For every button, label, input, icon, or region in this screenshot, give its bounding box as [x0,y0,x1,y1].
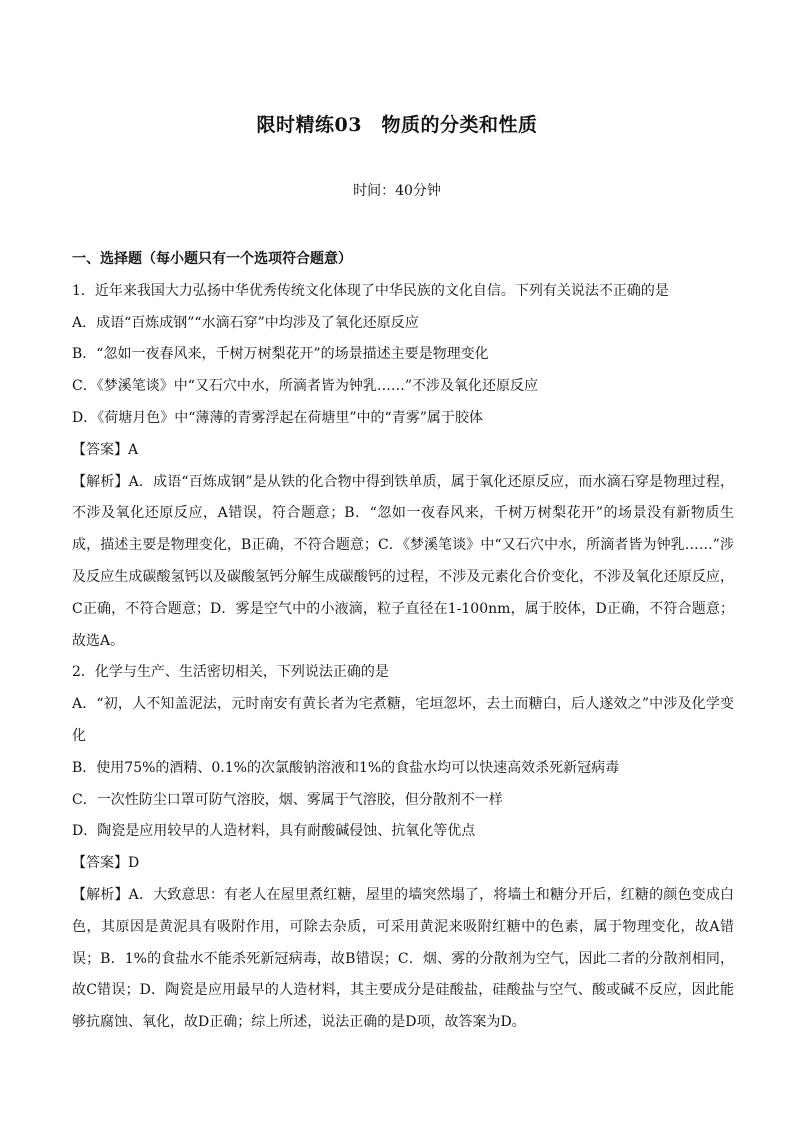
page-title: 限时精练03 物质的分类和性质 [256,114,538,136]
option-d: D．陶瓷是应用较早的人造材料，具有耐酸碱侵蚀、抗氧化等优点 [72,823,476,840]
answer: 【答案】D [72,855,140,872]
document-body [72,244,734,1039]
option-a: A．“初，人不知盖泥法，元时南安有黄长者为宅煮糖，宅垣忽坏，去土而糖白，后人遂效之”中涉及化学变化 [72,696,734,744]
explanation: 【解析】A．大致意思：有老人在屋里煮红糖，屋里的墙突然塌了，将墙土和糖分开后，红糖的颜色变成白色，其原因是黄泥具有吸附作用，可除去杂质，可采用黄泥来吸附红糖中的色素，属于物理变化，故A错误；B．1%的食盐水不能杀死新冠病毒，故B错误；C．烟、雾的分散剂为空气，因此二者的分散剂相同，故C错误；D．陶瓷是应用最早的人造材料，其主要成分是硅酸盐，硅酸盐与空气、酸或碱不反应，因此能够抗腐蚀、氧化，故D正确；综上所述，说法正确的是D项，故答案为D。 [72,886,734,1031]
option-b: B．“忽如一夜春风来，千树万树梨花开”的场景描述主要是物理变化 [72,346,489,363]
option-c: C．《梦溪笔谈》中“又石穴中水，所滴者皆为钟乳……”不涉及氧化还原反应 [72,378,539,395]
question-stem: 1．近年来我国大力弘扬中华优秀传统文化体现了中华民族的文化自信。下列有关说法不正确的是 [72,282,669,299]
question-stem: 2．化学与生产、生活密切相关，下列说法正确的是 [72,664,389,681]
option-d: D．《荷塘月色》中“薄薄的青雾浮起在荷塘里”中的“青雾”属于胶体 [72,409,483,426]
explanation: 【解析】A．成语“百炼成钢”是从铁的化合物中得到铁单质，属于氧化还原反应，而水滴石穿是物理过程，不涉及氧化还原反应，A错误，符合题意；B．“忽如一夜春风来，千树万树梨花开”的场景没有新物质生成，描述主要是物理变化，B正确，不符合题意；C．《梦溪笔谈》中“又石穴中水，所滴者皆为钟乳……”涉及反应生成碳酸氢钙以及碳酸氢钙分解生成碳酸钙的过程，不涉及元素化合价变化，不涉及氧化还原反应，C正确，不符合题意；D．雾是空气中的小液滴，粒子直径在1-100nm，属于胶体，D正确，不符合题意；故选A。 [72,473,734,649]
option-b: B．使用75%的酒精、0.1%的次氯酸钠溶液和1%的食盐水均可以快速高效杀死新冠病毒 [72,759,620,776]
time-limit: 时间：40分钟 [353,183,441,199]
question-1 [72,276,734,658]
option-c: C．一次性防尘口罩可防气溶胶，烟、雾属于气溶胶，但分散剂不一样 [72,791,503,808]
section-heading: 一、选择题（每小题只有一个选项符合题意） [72,251,352,267]
question-2 [72,657,734,1039]
option-a: A．成语“百炼成钢”“水滴石穿”中均涉及了氧化还原反应 [72,314,419,331]
answer: 【答案】A [72,441,139,458]
